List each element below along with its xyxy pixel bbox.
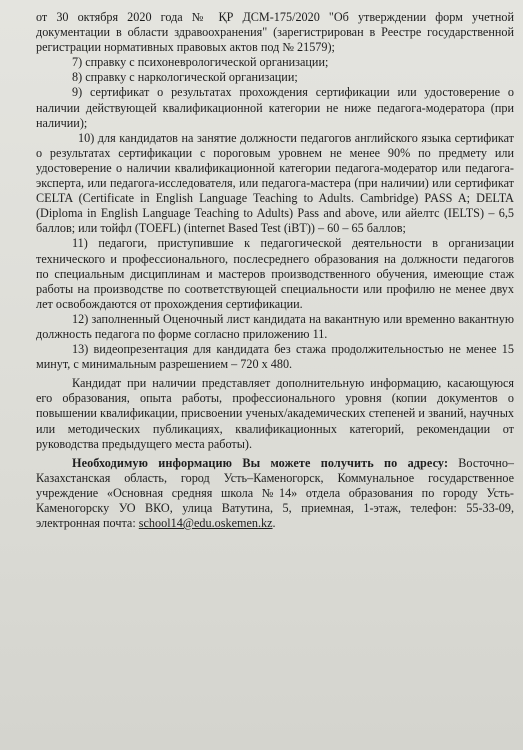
- item-13: 13) видеопрезентация для кандидата без стажа продолжительностью не менее 15 минут, с минимальным разрешением – 720 x 480.: [36, 342, 514, 372]
- item-12: 12) заполненный Оценочный лист кандидата на вакантную или временно вакантную должность педагога по форме согласно приложению 11.: [36, 311, 514, 341]
- email-link[interactable]: school14@edu.oskemen.kz: [138, 516, 273, 531]
- item-9: 9) сертификат о результатах прохождения сертификации или удостоверение о наличии действующей квалификационной категории не ниже педагога-модератора (при наличии);: [36, 85, 514, 130]
- email-end: .: [272, 516, 276, 531]
- contact-address: Восточно–Казахстанская область, город Усть–Каменогорск, Коммунальное государственное учреждение «Основная средняя школа №14» отдела образования по городу Усть-Каменогорску УО ВКО, улица Ватутина, 5, приемная, 1-этаж, телефон: 55-33-09, электронная почта:: [36, 455, 515, 531]
- item-7: 7) справку с психоневрологической организации;: [72, 55, 329, 70]
- paragraph-candidate-info: Кандидат при наличии представляет дополнительную информацию, касающуюся его образования, опыта работы, профессионального уровня (копии документов о повышении квалификации, присвоении ученых/академических степеней и званий, научных или методических публикациях, квалификационных категорий, рекомендации от руководства предыдущего места работы).: [36, 376, 514, 451]
- paragraph-order-reference: от 30 октября 2020 года № ҚР ДСМ-175/2020 "Об утверждении форм учетной документации в области здравоохранения" (зарегистрирован в Реестре государственной регистрации нормативных правовых актов под № 21579);: [36, 10, 514, 55]
- item-8: 8) справку с наркологической организации;: [72, 70, 298, 85]
- contact-block: [36, 456, 514, 531]
- document-text: [36, 10, 514, 531]
- item-11: 11) педагоги, приступившие к педагогической деятельности в организации технического и профессионального, послесреднего образования на должности педагогов по специальным дисциплинам и мастеров производственного обучения, имеющие стаж работы на производстве по соответствующей специальности или профилю не менее двух лет освобождаются от прохождения сертификации.: [36, 236, 514, 311]
- contact-intro: Необходимую информацию Вы можете получить по адресу:: [72, 455, 449, 470]
- item-10: 10) для кандидатов на занятие должности педагогов английского языка сертификат о результатах сертификации с пороговым уровнем не менее 90% по предмету или удостоверение о наличии квалификационной категории педагога-модератор или педагога-эксперта, или педагога-исследователя, или педагога-мастера (при наличии) или сертификат CELTA (Certificate in English Language Teaching to Adults. Cambridge) PASS A; DELTA (Diploma in English Language Teaching to Adults) Pass and above, или айелтс (IELTS) – 6,5 баллов; или тойфл (TOEFL) (internet Based Test (iBT)) – 60 – 65 баллов;: [36, 130, 514, 236]
